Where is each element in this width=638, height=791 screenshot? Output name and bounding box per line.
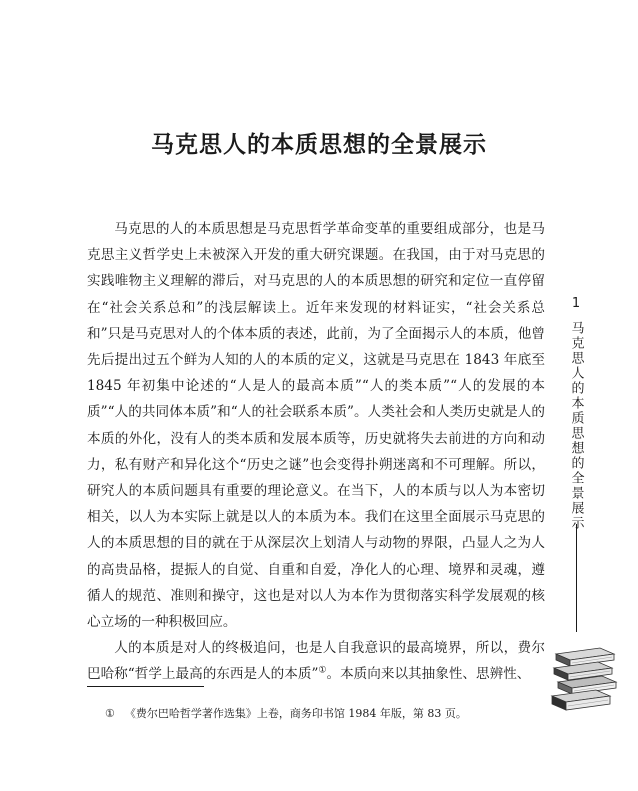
footnote-mark: ① xyxy=(105,707,115,720)
stacked-books-icon xyxy=(548,640,618,720)
running-chapter-title: 马克思人的本质思想的全景展示 xyxy=(568,321,584,531)
body-text xyxy=(87,216,545,688)
page-number: 1 xyxy=(571,296,581,311)
footnote-divider xyxy=(87,686,204,687)
footnote-text: 《费尔巴哈哲学著作选集》上卷，商务印书馆 1984 年版，第 83 页。 xyxy=(124,707,467,720)
running-sidebar xyxy=(560,296,592,531)
paragraph-2-continued: 。本质向来以其抽象性、思辨性、 xyxy=(326,666,531,683)
footnote-reference[interactable]: ① xyxy=(318,665,327,676)
page-title: 马克思人的本质思想的全景展示 xyxy=(151,132,487,158)
paragraph-1: 马克思的人的本质思想是马克思哲学革命变革的重要组成部分，也是马克思主义哲学史上未被深入开发的重大研究课题。在我国，由于对马克思的实践唯物主义理解的滞后，对马克思的人的本质思想的研究和定位一直停留在“社会关系总和”的浅层解读上。近年来发现的材料证实，“社会关系总和”只是马克思对人的个体本质的表述，此前，为了全面揭示人的本质，他曾先后提出过五个鲜为人知的人的本质的定义，这就是马克思在 1843 年底至 1845 年初集中论述的“人是人的最高本质”“人的类本质”“人的发展的本质”“人的共同体本质”和“人的社会联系本质”。人类社会和人类历史就是人的本质的外化，没有人的类本质和发展本质等，历史就将失去前进的方向和动力，私有财产和异化这个“历史之谜”也会变得扑朔迷离和不可理解。所以，研究人的本质问题具有重要的理论意义。在当下，人的本质与以人为本密切相关，以人为本实际上就是以人的本质为本。我们在这里全面展示马克思的人的本质思想的目的就在于从深层次上划清人与动物的界限，凸显人之为人的高贵品格，提振人的自觉、自重和自爱，净化人的心理、境界和灵魂，遵循人的规范、准则和操守，这也是对以人为本作为贯彻落实科学发展观的核心立场的一种积极回应。 xyxy=(87,221,545,631)
paragraph-2-text: 人的本质是对人的终极追问，也是人自我意识的最高境界，所以，费尔巴哈称“哲学上最高的东西是人的本质” xyxy=(87,640,545,683)
paragraph-2 xyxy=(87,635,545,687)
footnote xyxy=(105,706,545,722)
sidebar-divider xyxy=(576,524,577,632)
